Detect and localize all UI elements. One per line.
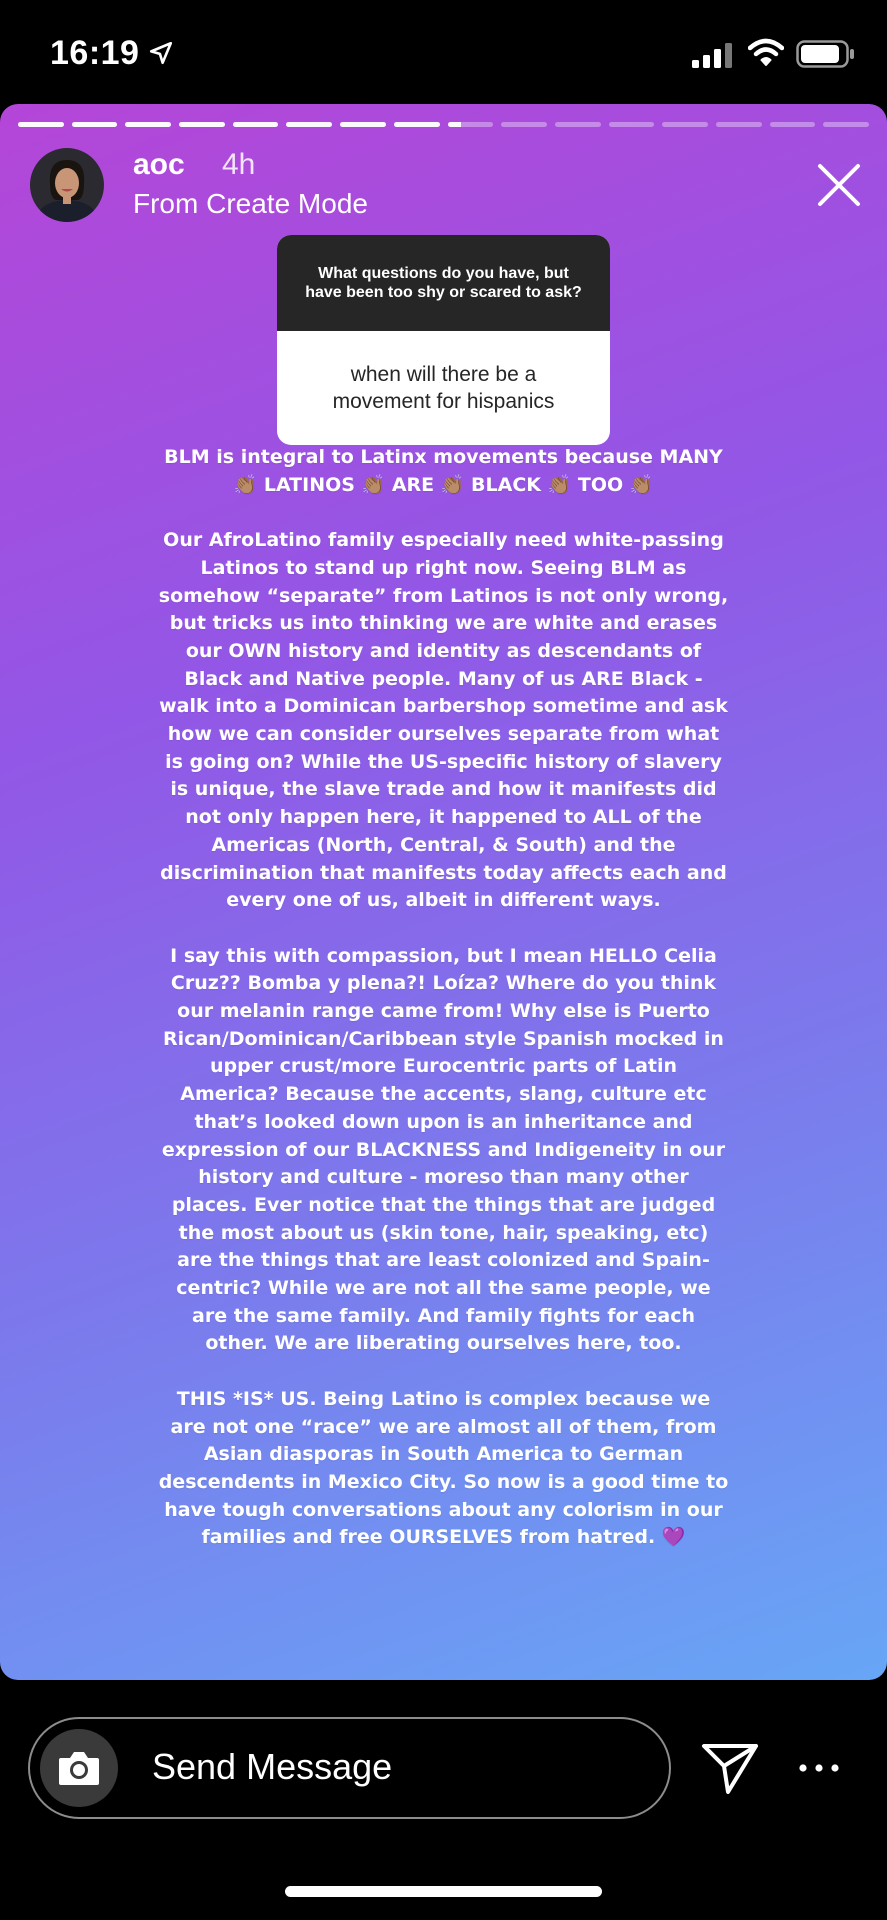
progress-segment: [501, 122, 547, 127]
story-progress-bar: [18, 122, 869, 127]
story-timestamp: 4h: [222, 148, 256, 181]
progress-segment: [125, 122, 171, 127]
progress-fill: [286, 122, 332, 127]
battery-icon: [796, 40, 856, 68]
progress-fill: [72, 122, 118, 127]
status-bar: [0, 0, 887, 105]
question-sticker: [277, 235, 610, 445]
progress-fill: [340, 122, 386, 127]
progress-fill: [125, 122, 171, 127]
progress-segment: [823, 122, 869, 127]
progress-fill: [233, 122, 279, 127]
status-time: 16:19: [50, 34, 140, 72]
story-paragraph: THIS *IS* US. Being Latino is complex because we are not one “race” we are almost all of them, from Asian diasporas in South America to German descendents in Mexico City. So now is a good time to have tough conversations about any colorism in our families and free OURSELVES from hatred. 💜: [158, 1387, 729, 1549]
more-options-icon[interactable]: [797, 1752, 841, 1784]
cellular-signal-icon: [692, 42, 736, 68]
question-answer: when will there be a movement for hispanics: [332, 363, 555, 413]
close-icon[interactable]: [814, 160, 864, 210]
progress-segment: [555, 122, 601, 127]
send-direct-icon[interactable]: [700, 1740, 760, 1796]
avatar[interactable]: [30, 148, 104, 222]
story-paragraph: I say this with compassion, but I mean HELLO Celia Cruz?? Bomba y plena?! Loíza? Where do you think our melanin range came from! Why else is Puerto Rican/Dominican/Caribbean style Spanish mocked in upper crust/more Eurocentric parts of Latin America? Because the accents, slang, culture etc that’s looked down upon is an inheritance and expression of our BLACKNESS and Indigeneity in our history and culture - moreso than many other places. Ever notice that the things that are judged the most about us (skin tone, hair, speaking, etc) are the things that are least colonized and Spain-centric? While we are not all the same people, we are the same family. And family fights for each other. We are liberating ourselves here, too.: [161, 944, 726, 1355]
progress-segment: [18, 122, 64, 127]
progress-fill: [448, 122, 462, 127]
progress-segment: [179, 122, 225, 127]
camera-icon: [57, 1748, 101, 1788]
progress-fill: [394, 122, 440, 127]
location-arrow-icon: [148, 40, 174, 66]
send-message-bar[interactable]: [28, 1717, 671, 1819]
progress-segment: [662, 122, 708, 127]
progress-segment: [233, 122, 279, 127]
progress-fill: [179, 122, 225, 127]
story-subtitle: From Create Mode: [133, 188, 368, 219]
send-message-input[interactable]: Send Message: [152, 1746, 393, 1787]
profile-photo-icon: [30, 148, 104, 222]
progress-segment: [448, 122, 494, 127]
story-paragraph: BLM is integral to Latinx movements because MANY 👏🏽 LATINOS 👏🏽 ARE 👏🏽 BLACK 👏🏽 TOO 👏🏽: [164, 446, 723, 496]
progress-segment: [72, 122, 118, 127]
question-prompt: What questions do you have, but have been too shy or scared to ask?: [277, 235, 610, 331]
progress-segment: [394, 122, 440, 127]
progress-segment: [286, 122, 332, 127]
progress-segment: [340, 122, 386, 127]
camera-button[interactable]: [40, 1729, 118, 1807]
home-indicator[interactable]: [285, 1886, 602, 1897]
progress-segment: [609, 122, 655, 127]
story-username[interactable]: aoc: [133, 148, 185, 181]
progress-segment: [770, 122, 816, 127]
progress-segment: [716, 122, 762, 127]
story-text: [158, 444, 729, 1580]
progress-fill: [18, 122, 64, 127]
story-card[interactable]: [0, 104, 887, 1680]
wifi-icon: [748, 38, 784, 68]
story-paragraph: Our AfroLatino family especially need white-passing Latinos to stand up right now. Seeing BLM as somehow “separate” from Latinos is not only wrong, but tricks us into thinking we are white and erases our OWN history and identity as descendants of Black and Native people. Many of us ARE Black - walk into a Dominican barbershop sometime and ask how we can consider ourselves separate from what is going on? While the US-specific history of slavery is unique, the slave trade and how it manifests did not only happen here, it happened to ALL of the Americas (North, Central, & South) and the discrimination that manifests today affects each and every one of us, albeit in different ways.: [158, 529, 729, 912]
